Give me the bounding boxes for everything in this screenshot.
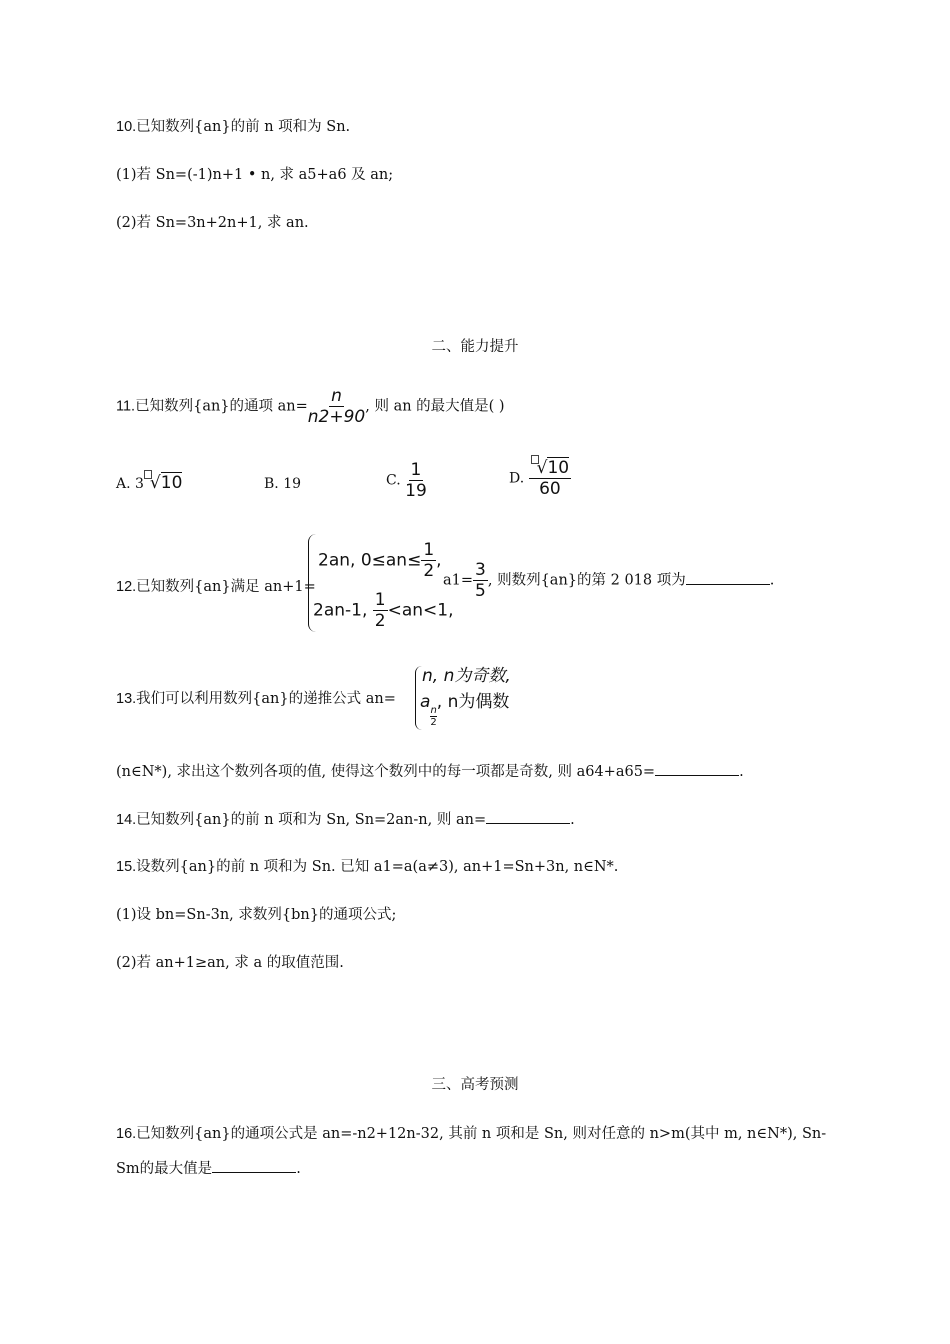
option-c-fraction [405,460,427,501]
option-b[interactable]: B. 19 [264,476,302,492]
question-16-line-2: Sm的最大值是 . [116,1158,301,1179]
initial-term: a1= [443,572,474,589]
recursion-case-2 [420,690,510,728]
question-10-part-1: (1)若 Sn=(-1)n+1 • n, 求 a5+a6 及 an; [116,167,394,183]
question-15-stem [116,857,618,877]
option-d-fraction [529,458,571,499]
answer-blank[interactable] [212,1158,296,1173]
initial-term-fraction [473,560,488,601]
piecewise-case-2 [313,590,454,631]
section-heading-exam-forecast: 三、高考预测 [431,1077,519,1093]
fraction-denominator: 2 [423,561,435,581]
question-number: 15. [116,859,137,875]
question-14: 14.已知数列{an}的前 n 项和为 Sn, Sn=2an-n, 则 an= . [116,809,575,830]
fraction-denominator: 19 [405,481,427,501]
question-number: 14. [116,812,137,828]
answer-blank[interactable] [686,570,770,585]
fraction-numerator: 1 [423,540,435,560]
radical-icon: √ [149,473,161,493]
option-d-label: D. [509,470,525,487]
option-a-radicand: 10 [160,473,183,493]
case-fraction [373,590,388,631]
fraction-denominator: n2+90 [307,407,366,427]
case-text: 2an, 0≤an≤ [318,550,422,571]
general-term-fraction [308,386,365,427]
question-text: 我们可以利用数列{an}的递推公式 an= [136,691,396,707]
question-15-part-1: (1)设 bn=Sn-3n, 求数列{bn}的通项公式; [116,907,397,923]
fraction-numerator: 1 [410,460,422,480]
case-fraction [421,540,436,581]
question-number: 13. [116,691,137,707]
recursion-case-1: n, n为奇数, [422,666,511,686]
question-text: Sm的最大值是 [116,1161,213,1177]
fraction-numerator: 3 [475,560,486,580]
fraction-denominator: 5 [475,581,486,601]
fraction-denominator: 2 [374,611,386,631]
root-index-box-icon [144,470,152,479]
question-text: 已知数列{an}的前 n 项和为 Sn. [136,119,351,135]
question-text: 设数列{an}的前 n 项和为 Sn. 已知 a1=a(a≠3), an+1=Sn+3n, n∈N*. [136,859,619,875]
question-16-line-1 [116,1124,826,1144]
root-index-box-icon [531,455,539,464]
question-12-tail: a1= $\frac{3}{5}$ , 则数列{an}的第 2 018 项为 . [443,560,775,601]
question-13-stem [116,689,396,709]
option-c-label: C. [386,472,401,489]
question-number: 10. [116,119,137,135]
question-text: 已知数列{an}满足 an+1= [136,579,316,595]
fraction-denominator: 60 [539,479,561,499]
question-13-line-2: (n∈N*), 求出这个数列各项的值, 使得这个数列中的每一项都是奇数, 则 a64+a65= . [116,761,744,782]
question-tail: , 则 an 的最大值是( ) [365,398,505,415]
fraction-numerator: √10 [529,458,571,479]
question-12-stem [116,577,316,597]
case-tail: , n为偶数 [436,692,510,712]
case-text: 2an-1, [313,600,373,621]
answer-blank[interactable] [655,761,739,776]
subscript-fraction: $\frac{n}{2}$ [430,705,437,728]
option-d[interactable] [509,458,571,499]
piecewise-case-1: 2an, 0≤an≤ $\frac{1}{2}$ , [318,540,442,581]
option-a-label: A. 3 [116,476,144,492]
question-11-stem [116,386,505,427]
question-number: 11. [116,398,136,415]
question-text: 已知数列{an}的通项 an= [135,398,308,415]
question-text: 已知数列{an}的前 n 项和为 Sn, Sn=2an-n, 则 an= [136,812,487,828]
fraction-numerator: 1 [374,590,386,610]
option-c[interactable] [386,460,427,501]
case-tail: <an<1, [387,600,454,621]
case-text: a [420,692,431,712]
question-text: 已知数列{an}的通项公式是 an=-n2+12n-32, 其前 n 项和是 Sn, 则对任意的 n>m(其中 m, n∈N*), Sn- [136,1126,827,1142]
question-number: 16. [116,1126,137,1142]
fraction-numerator: n [331,386,342,406]
question-10-stem [116,117,350,137]
radicand: 10 [547,458,570,478]
answer-blank[interactable] [486,809,570,824]
question-tail: , 则数列{an}的第 2 018 项为 [487,572,686,589]
option-a[interactable] [116,473,182,493]
question-number: 12. [116,579,137,595]
question-15-part-2: (2)若 an+1≥an, 求 a 的取值范围. [116,955,344,971]
question-10-part-2: (2)若 Sn=3n+2n+1, 求 an. [116,215,309,231]
section-heading-ability: 二、能力提升 [431,339,519,355]
question-text: (n∈N*), 求出这个数列各项的值, 使得这个数列中的每一项都是奇数, 则 a64+a65= [116,764,656,780]
